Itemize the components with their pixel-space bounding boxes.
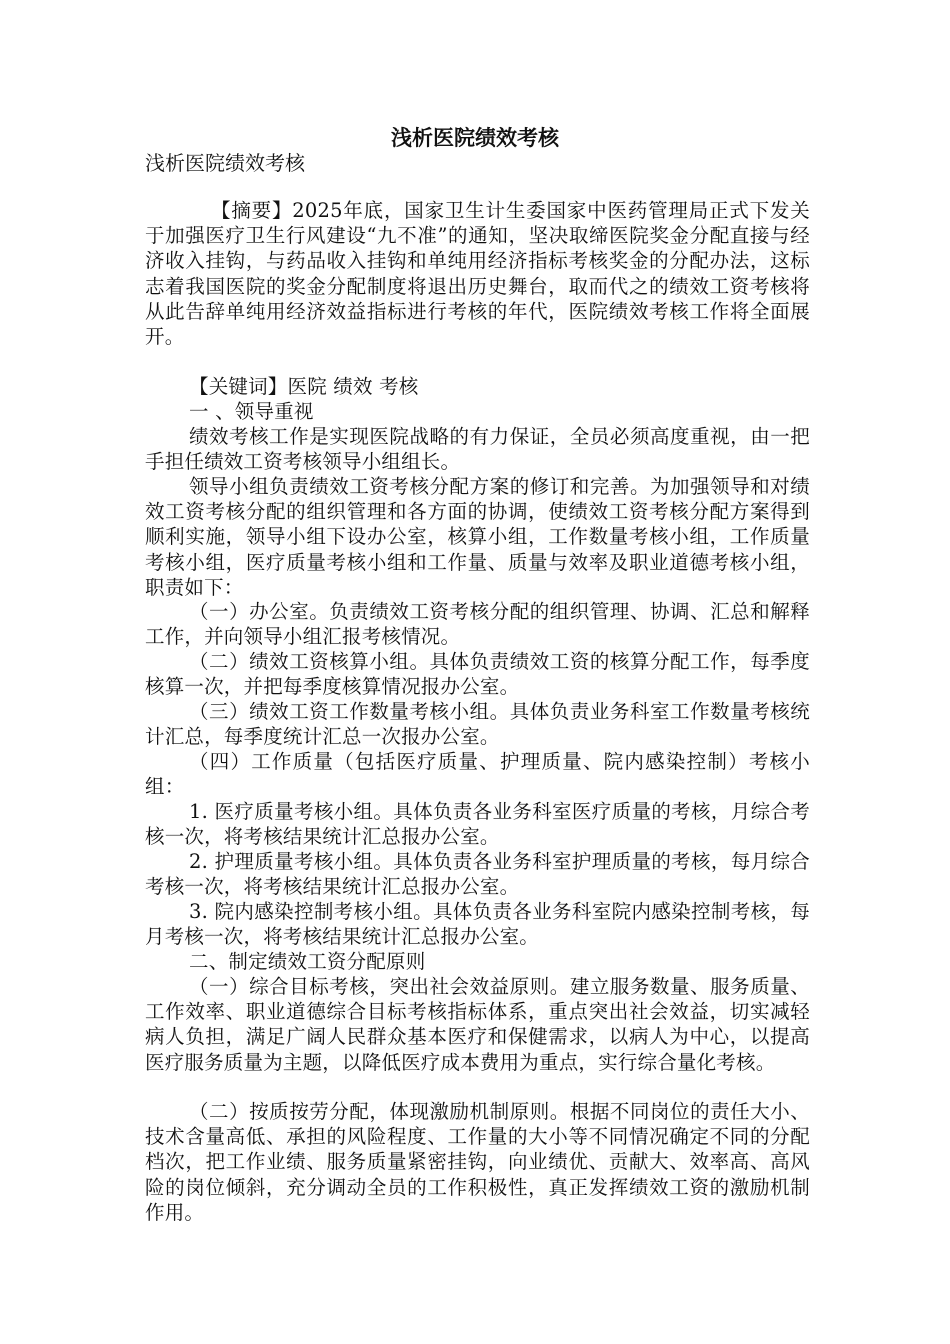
keywords-line: 【关键词】医院 绩效 考核 <box>189 375 419 398</box>
list-item: 1. 医疗质量考核小组。具体负责各业务科室医疗质量的考核，月综合考核一次，将考核结果统计汇总报办公室。 <box>145 800 810 849</box>
body-paragraph: （二）按质按劳分配，体现激励机制原则。根据不同岗位的责任大小、技术含量高低、承担的风险程度、工作量的大小等不同情况确定不同的分配档次，把工作业绩、服务质量紧密挂钩，向业绩优、贡献大、效率高、高风险的岗位倾斜，充分调动全员的工作积极性，真正发挥绩效工资的激励机制作用。 <box>145 1100 810 1224</box>
document-subtitle: 浅析医院绩效考核 <box>145 151 305 175</box>
body-paragraph: （二）绩效工资核算小组。具体负责绩效工资的核算分配工作，每季度核算一次，并把每季度核算情况报办公室。 <box>145 650 810 699</box>
body-paragraph: （一）综合目标考核，突出社会效益原则。建立服务数量、服务质量、工作效率、职业道德综合目标考核指标体系，重点突出社会效益，切实减轻病人负担，满足广阔人民群众基本医疗和保健需求，以病人为中心，以提高医疗服务质量为主题，以降低医疗成本费用为重点，实行综合量化考核。 <box>145 975 810 1074</box>
abstract-paragraph: 【摘要】2025年底，国家卫生计生委国家中医药管理局正式下发关于加强医疗卫生行风建设“九不准”的通知，坚决取缔医院奖金分配直接与经济收入挂钩，与药品收入挂钩和单纯用经济指标考核奖金的分配办法，这标志着我国医院的奖金分配制度将退出历史舞台，取而代之的绩效工资考核将从此告辞单纯用经济效益指标进行考核的年代，医院绩效考核工作将全面展开。 <box>145 199 810 349</box>
document-title: 浅析医院绩效考核 <box>391 125 559 150</box>
body-paragraph: （一）办公室。负责绩效工资考核分配的组织管理、协调、汇总和解释工作，并向领导小组汇报考核情况。 <box>145 600 810 649</box>
body-paragraph: 绩效考核工作是实现医院战略的有力保证，全员必须高度重视，由一把手担任绩效工资考核领导小组组长。 <box>145 425 810 474</box>
body-paragraph: （三）绩效工资工作数量考核小组。具体负责业务科室工作数量考核统计汇总，每季度统计汇总一次报办公室。 <box>145 700 810 749</box>
list-item: 3. 院内感染控制考核小组。具体负责各业务科室院内感染控制考核，每月考核一次，将考核结果统计汇总报办公室。 <box>145 900 810 949</box>
section-heading-1: 一 、领导重视 <box>189 400 314 423</box>
body-paragraph: 领导小组负责绩效工资考核分配方案的修订和完善。为加强领导和对绩效工资考核分配的组织管理和各方面的协调，使绩效工资考核分配方案得到顺利实施，领导小组下设办公室，核算小组，工作数量考核小组，工作质量考核小组，医疗质量考核小组和工作量、质量与效率及职业道德考核小组，职责如下： <box>145 475 810 599</box>
list-item: 2. 护理质量考核小组。具体负责各业务科室护理质量的考核，每月综合考核一次，将考核结果统计汇总报办公室。 <box>145 850 810 899</box>
body-paragraph: （四）工作质量（包括医疗质量、护理质量、院内感染控制）考核小组： <box>145 750 810 799</box>
section-heading-2: 二、制定绩效工资分配原则 <box>189 950 426 973</box>
